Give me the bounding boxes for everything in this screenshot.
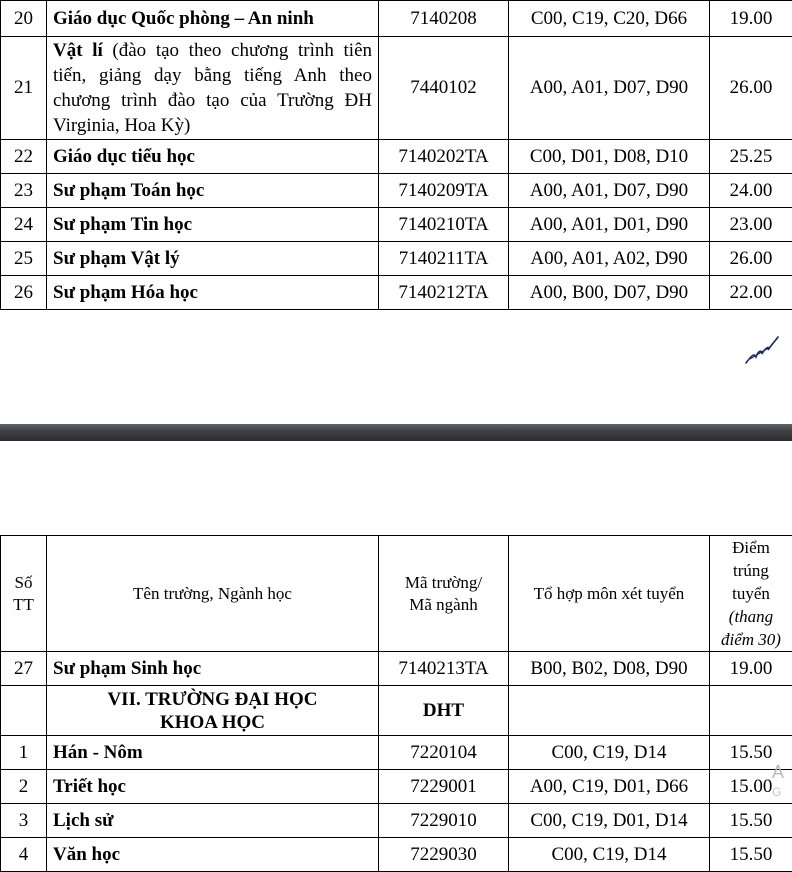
admission-score: 15.50: [710, 804, 792, 838]
major-code: 7140211TA: [379, 242, 509, 276]
table-header-row: [1, 536, 792, 652]
major-name: Sư phạm Hóa học: [47, 276, 379, 310]
subject-combination: A00, A01, A02, D90: [509, 242, 710, 276]
subject-combination: B00, B02, D08, D90: [509, 652, 710, 686]
table-row: [1, 140, 792, 174]
row-number: 25: [1, 242, 47, 276]
school-code: DHT: [379, 686, 509, 736]
subject-combination: A00, B00, D07, D90: [509, 276, 710, 310]
admission-score: 26.00: [710, 37, 792, 140]
signature-mark: [744, 335, 780, 367]
admission-score: 19.00: [710, 1, 792, 37]
major-name: Văn học: [47, 838, 379, 872]
major-code: 7140213TA: [379, 652, 509, 686]
table-row: [1, 276, 792, 310]
row-number: 24: [1, 208, 47, 242]
major-name-note: (đào tạo theo chương trình tiên tiến, giảng dạy bằng tiếng Anh theo chương trình đào tạo của Trường ĐH Virginia, Hoa Kỳ): [53, 40, 372, 136]
header-code: Mã trường/ Mã ngành: [379, 536, 509, 652]
row-number: 20: [1, 1, 47, 37]
table-row: [1, 242, 792, 276]
admission-table-top: [0, 0, 792, 310]
admission-score: 19.00: [710, 652, 792, 686]
header-name: Tên trường, Ngành học: [47, 536, 379, 652]
table-row: [1, 652, 792, 686]
row-number: 27: [1, 652, 47, 686]
table-row: [1, 736, 792, 770]
admission-score: 25.25: [710, 140, 792, 174]
major-code: 7229030: [379, 838, 509, 872]
major-name: Sư phạm Tin học: [47, 208, 379, 242]
major-code: 7229001: [379, 770, 509, 804]
subject-combination: C00, C19, D14: [509, 838, 710, 872]
subject-combination: C00, C19, D14: [509, 736, 710, 770]
major-name-bold: Vật lí: [53, 40, 103, 61]
major-name: Sư phạm Toán học: [47, 174, 379, 208]
major-code: 7440102: [379, 37, 509, 140]
major-name: Sư phạm Vật lý: [47, 242, 379, 276]
admission-score: 23.00: [710, 208, 792, 242]
admission-score: [710, 686, 792, 736]
section-row: [1, 686, 792, 736]
major-code: 7140210TA: [379, 208, 509, 242]
row-number: 21: [1, 37, 47, 140]
major-code: 7140202TA: [379, 140, 509, 174]
row-number: 22: [1, 140, 47, 174]
major-code: 7140212TA: [379, 276, 509, 310]
major-code: 7220104: [379, 736, 509, 770]
admission-score: 22.00: [710, 276, 792, 310]
admission-table-bottom: [0, 535, 792, 872]
table-row: [1, 174, 792, 208]
major-code: 7140208: [379, 1, 509, 37]
subject-combination: [509, 686, 710, 736]
admission-score: 26.00: [710, 242, 792, 276]
major-name: Sư phạm Sinh học: [47, 652, 379, 686]
subject-combination: C00, C19, D01, D14: [509, 804, 710, 838]
header-combination: Tổ hợp môn xét tuyển: [509, 536, 710, 652]
header-score: Điểm trúng tuyển (thang điểm 30): [710, 536, 792, 652]
major-name: Lịch sử: [47, 804, 379, 838]
major-name: Triết học: [47, 770, 379, 804]
table-row: [1, 838, 792, 872]
table-row: [1, 804, 792, 838]
table-row: [1, 1, 792, 37]
row-number: 4: [1, 838, 47, 872]
section-title: VII. TRƯỜNG ĐẠI HỌC KHOA HỌC: [47, 686, 379, 736]
page-separator: [0, 424, 792, 441]
major-name: [47, 37, 379, 140]
row-number: 3: [1, 804, 47, 838]
table-row: [1, 37, 792, 140]
major-code: 7229010: [379, 804, 509, 838]
subject-combination: A00, C19, D01, D66: [509, 770, 710, 804]
subject-combination: A00, A01, D07, D90: [509, 174, 710, 208]
major-name: Giáo dục tiểu học: [47, 140, 379, 174]
subject-combination: A00, A01, D01, D90: [509, 208, 710, 242]
admission-score: 15.50: [710, 736, 792, 770]
major-code: 7140209TA: [379, 174, 509, 208]
table-row: [1, 208, 792, 242]
table-row: [1, 770, 792, 804]
row-number: [1, 686, 47, 736]
activation-watermark: A G: [772, 762, 784, 802]
header-stt: Số TT: [1, 536, 47, 652]
major-name: Hán - Nôm: [47, 736, 379, 770]
admission-score: 15.00: [710, 770, 792, 804]
subject-combination: A00, A01, D07, D90: [509, 37, 710, 140]
admission-score: 24.00: [710, 174, 792, 208]
row-number: 23: [1, 174, 47, 208]
subject-combination: C00, D01, D08, D10: [509, 140, 710, 174]
row-number: 2: [1, 770, 47, 804]
subject-combination: C00, C19, C20, D66: [509, 1, 710, 37]
row-number: 1: [1, 736, 47, 770]
major-name: Giáo dục Quốc phòng – An ninh: [47, 1, 379, 37]
admission-score: 15.50: [710, 838, 792, 872]
row-number: 26: [1, 276, 47, 310]
